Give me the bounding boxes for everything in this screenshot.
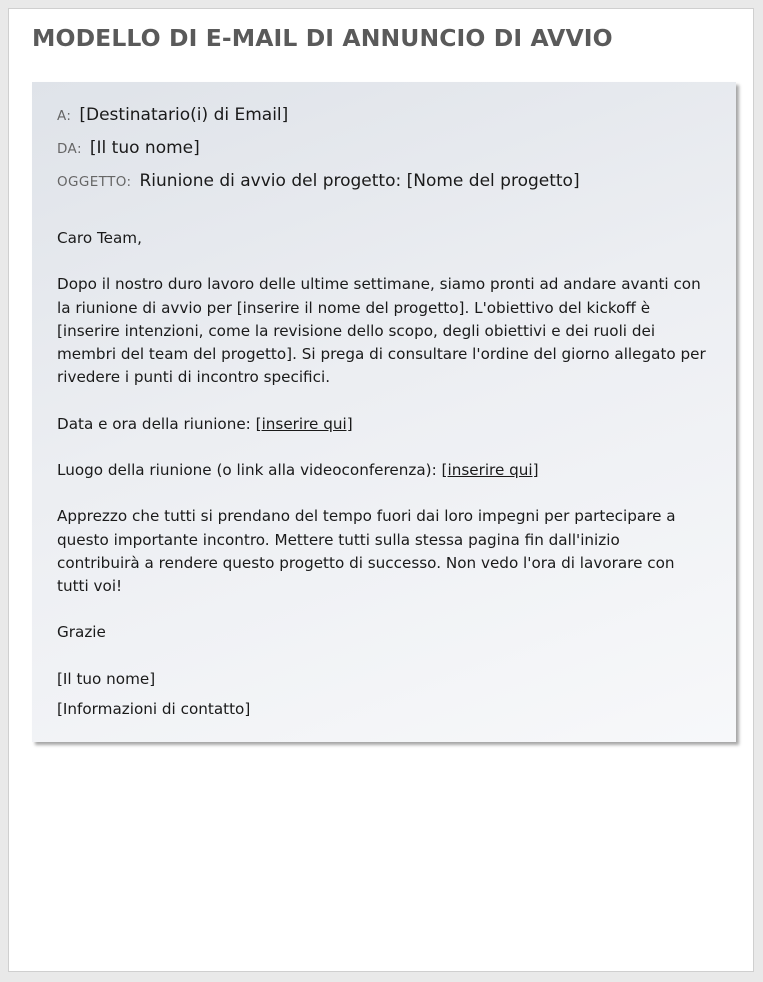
email-body: [57, 227, 707, 744]
meeting-datetime-line: [57, 413, 707, 436]
email-subject-row: [57, 171, 580, 191]
email-from-value: [Il tuo nome]: [89, 138, 200, 158]
document-title: MODELLO DI E-MAIL DI ANNUNCIO DI AVVIO: [32, 24, 613, 52]
email-paragraph-intro: Dopo il nostro duro lavoro delle ultime settimane, siamo pronti ad andare avanti con la riunione di avvio per [inserire il nome del progetto]. L'obiettivo del kickoff è [inserire intenzioni, come la revisione dello scopo, degli obiettivi e dei ruoli dei membri del team del progetto]. Si prega di consultare l'ordine del giorno allegato per rivedere i punti di incontro specifici.: [57, 275, 706, 387]
email-from-label: DA:: [57, 141, 82, 157]
meeting-datetime-label: Data e ora della riunione:: [57, 414, 251, 433]
email-to-value: [Destinatario(i) di Email]: [79, 105, 289, 125]
meeting-location-value: [inserire qui]: [441, 460, 539, 479]
email-subject-label: OGGETTO:: [57, 174, 132, 190]
meeting-location-label: Luogo della riunione (o link alla videoconferenza):: [57, 460, 437, 479]
email-closing: Grazie: [57, 623, 106, 642]
meeting-location-line: [57, 459, 707, 482]
email-paragraph-closing: Apprezzo che tutti si prendano del tempo fuori dai loro impegni per partecipare a questo importante incontro. Mettere tutti sulla stessa pagina fin dall'inizio contribuirà a rendere questo progetto di successo. Non vedo l'ora di lavorare con tutti voi!: [57, 507, 676, 595]
email-template-card: [32, 82, 736, 742]
signature-name: [Il tuo nome]: [57, 669, 156, 688]
meeting-datetime-value: [inserire qui]: [255, 414, 353, 433]
email-greeting: Caro Team,: [57, 229, 142, 247]
email-subject-value: Riunione di avvio del progetto: [Nome del progetto]: [139, 171, 580, 191]
email-to-label: A:: [57, 108, 72, 124]
signature-contact: [Informazioni di contatto]: [57, 699, 251, 718]
email-from-row: [57, 138, 200, 158]
email-to-row: [57, 105, 288, 125]
document-page: [8, 8, 754, 972]
